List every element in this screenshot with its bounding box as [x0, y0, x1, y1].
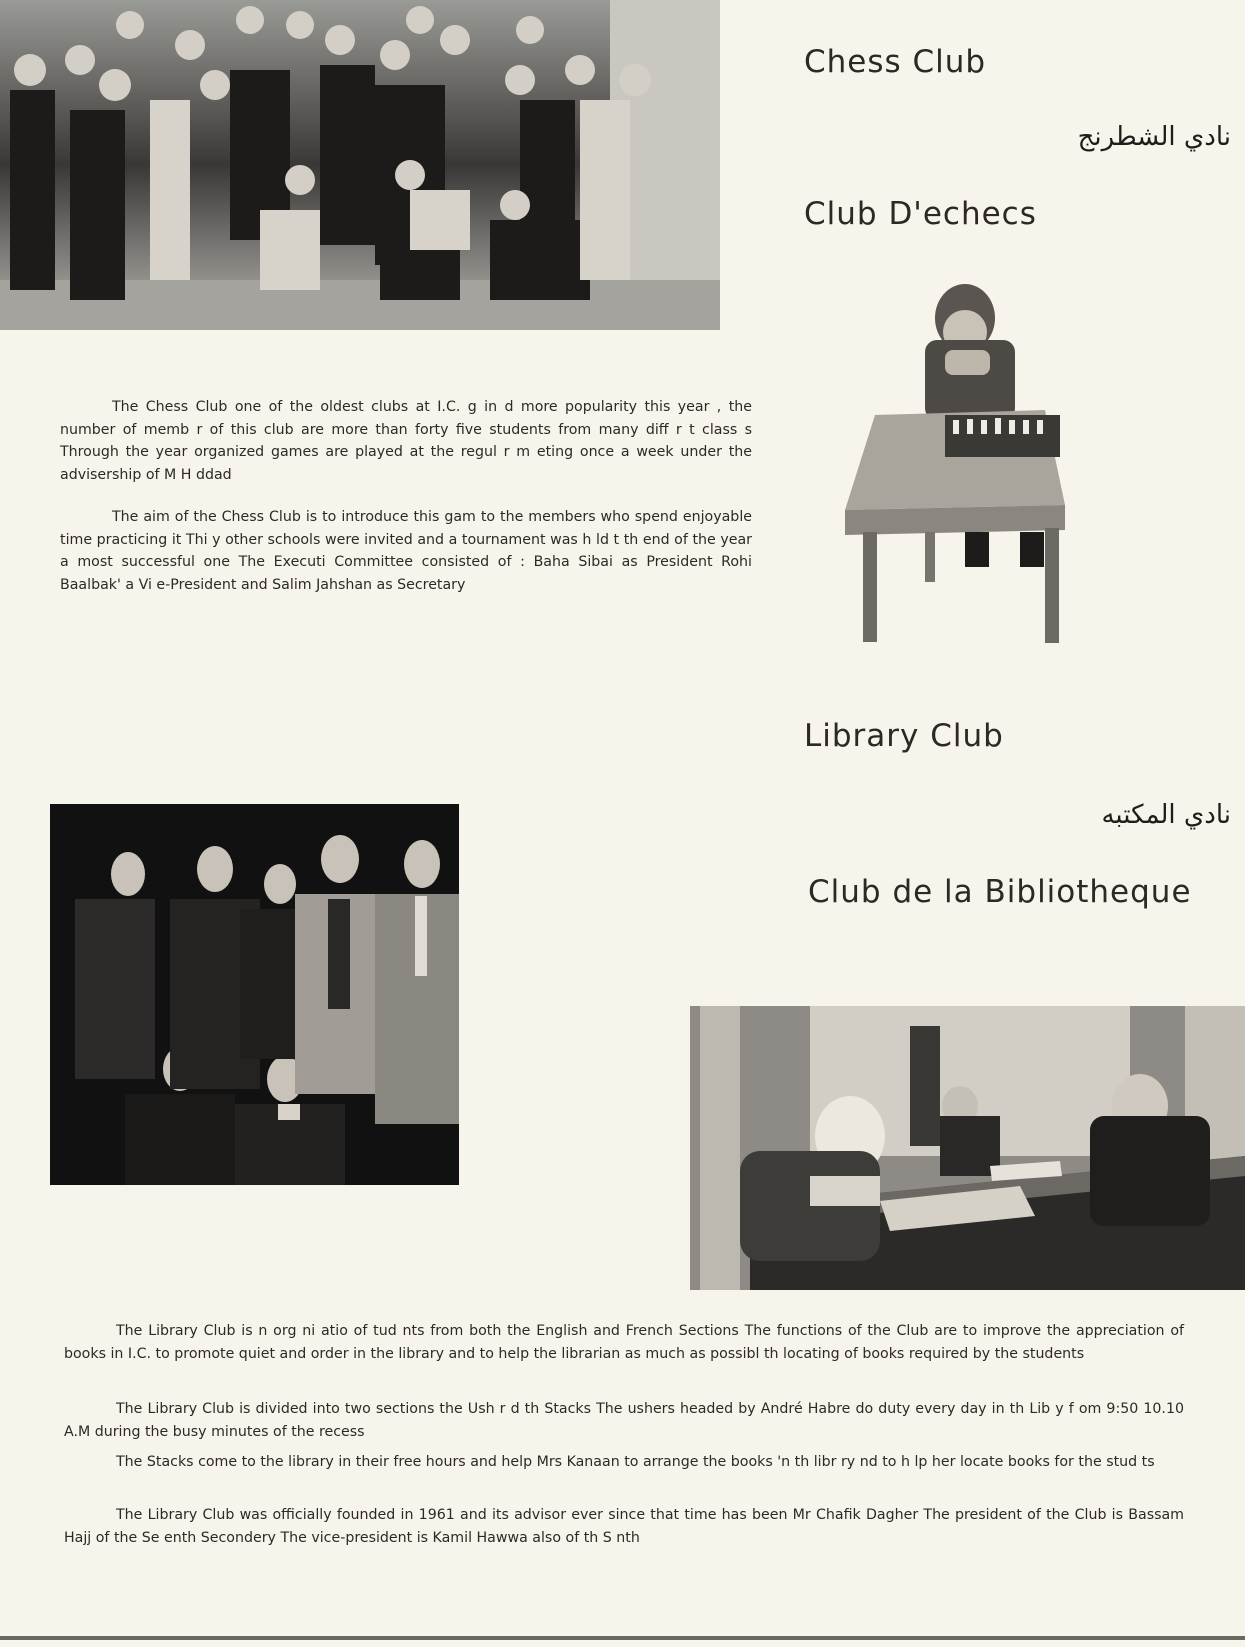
library-club-paragraph-4: The Library Club was officially founded in 1961 and its advisor ever since that time has been Mr Chafik Dagher The president of the Club is Bassam Hajj of the Se enth Secondery The vice-president is Kamil Hawwa also of th S nth: [64, 1507, 1184, 1546]
chess-club-title-english: Chess Club: [804, 44, 987, 80]
library-club-title-english: Library Club: [804, 718, 1004, 754]
chess-club-title-french: Club D'echecs: [804, 196, 1037, 232]
page-bottom-rule: [0, 1636, 1245, 1640]
library-club-title-arabic: نادي المكتبه: [1101, 800, 1231, 830]
chess-club-group-photo: [0, 0, 720, 330]
library-study-photo: [690, 1006, 1245, 1290]
chess-club-paragraph-2: The aim of the Chess Club is to introduce this gam to the members who spend enjoyable time practicing it Thi y other schools were invited and a tournament was h ld t th end of the year a most successful one The Executi Committee consisted of : Baha Sibai as President Rohi Baalbak' a Vi e-President and Salim Jahshan as Secretary: [60, 509, 752, 593]
library-club-paragraph-3: The Stacks come to the library in their free hours and help Mrs Kanaan to arrange the books 'n th libr ry nd to h lp her locate books for the stud ts: [116, 1454, 1155, 1470]
chess-club-paragraph-1: The Chess Club one of the oldest clubs at I.C. g in d more popularity this year , the number of memb r of this club are more than forty five students from many diff r t class s Through the year organized games are played at the regul r m eting once a week under the advisership of M H ddad: [60, 399, 752, 483]
library-club-paragraph-1: The Library Club is n org ni atio of tud nts from both the English and French Sections The functions of the Club are to improve the appreciation of books in I.C. to promote quiet and order in the library and to help the librarian as much as possibl th locating of books required by the students: [64, 1323, 1184, 1362]
library-club-paragraph-2: The Library Club is divided into two sections the Ush r d th Stacks The ushers headed by André Habre do duty every day in th Lib y f om 9:50 10.10 A.M during the busy minutes of the recess: [64, 1401, 1184, 1440]
boy-at-chess-table-photo: [845, 280, 1075, 650]
library-club-title-french: Club de la Bibliotheque: [808, 874, 1192, 910]
chess-club-title-arabic: نادي الشطرنج: [1077, 122, 1231, 152]
library-club-group-photo: [50, 804, 459, 1185]
